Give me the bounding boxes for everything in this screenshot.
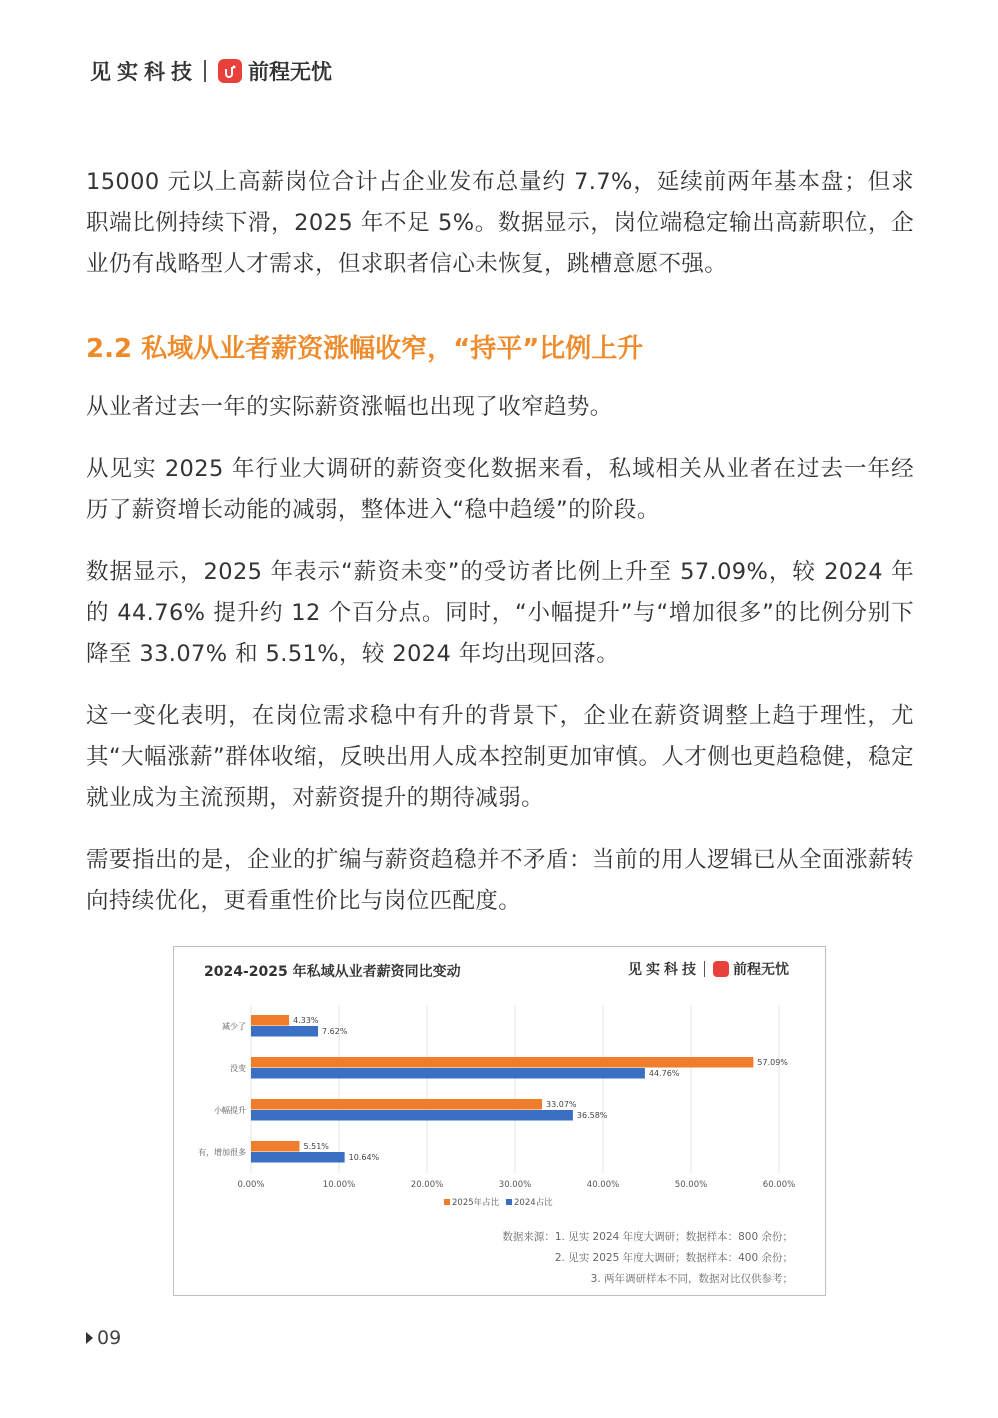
legend-swatch-0 xyxy=(444,1199,450,1205)
paragraph-4: 这一变化表明，在岗位需求稳中有升的背景下，企业在薪资调整上趋于理性，尤其“大幅涨薪”群体收缩，反映出用人成本控制更加审慎。人才侧也更趋稳健，稳定就业成为主流预期，对薪资提升的期待减弱。 xyxy=(86,703,914,811)
bar-0-2 xyxy=(251,1099,542,1110)
category-label-1: 没变 xyxy=(230,1064,246,1073)
paragraph-intro: 15000 元以上高薪岗位合计占企业发布总量约 7.7%，延续前两年基本盘；但求职端比例持续下滑，2025 年不足 5%。数据显示，岗位端稳定输出高薪职位，企业仍有战略型人才需求，但求职者信心未恢复，跳槽意愿不强。 xyxy=(86,169,914,277)
paragraph-1: 从业者过去一年的实际薪资涨幅也出现了收窄趋势。 xyxy=(86,394,613,420)
category-label-3: 有，增加很多 xyxy=(198,1148,246,1157)
category-label-0: 减少了 xyxy=(222,1022,246,1031)
legend-label-1: 2024占比 xyxy=(514,1198,553,1208)
paragraph-2: 从见实 2025 年行业大调研的薪资变化数据来看，私域相关从业者在过去一年经历了薪资增长动能的减弱，整体进入“稳中趋缓”的阶段。 xyxy=(86,456,914,523)
x-tick-label-5: 50.00% xyxy=(674,1180,708,1190)
data-label-0-2: 33.07% xyxy=(546,1100,577,1109)
legend-swatch-1 xyxy=(506,1199,512,1205)
data-label-1-3: 10.64% xyxy=(348,1153,380,1162)
chart-plot xyxy=(174,947,827,1297)
data-label-1-0: 7.62% xyxy=(322,1027,348,1036)
source-note-3: 3. 两年调研样本不同，数据对比仅供参考； xyxy=(590,1273,793,1285)
data-label-1-1: 44.76% xyxy=(648,1069,680,1078)
category-label-2: 小幅提升 xyxy=(214,1106,246,1115)
legend-label-0: 2025年占比 xyxy=(452,1198,500,1208)
page-marker-icon xyxy=(86,1332,93,1344)
qiancheng-logo-icon xyxy=(218,59,242,83)
data-label-0-3: 5.51% xyxy=(303,1142,329,1151)
paragraph-3: 数据显示，2025 年表示“薪资未变”的受访者比例上升至 57.09%，较 2024 年的 44.76% 提升约 12 个百分点。同时，“小幅提升”与“增加很多”的比例分别下降至 33.07% 和 5.51%，较 2024 年均出现回落。 xyxy=(86,559,914,667)
data-label-0-1: 57.09% xyxy=(757,1058,788,1067)
x-tick-label-2: 20.00% xyxy=(410,1180,444,1190)
section-title: 2.2 私域从业者薪资涨幅收窄，“持平”比例上升 xyxy=(86,334,644,364)
chart-brand-jianshi: 见实科技 xyxy=(628,962,700,978)
bar-1-0 xyxy=(251,1026,318,1037)
x-tick-label-4: 40.00% xyxy=(586,1180,620,1190)
bar-0-1 xyxy=(251,1057,753,1068)
data-label-0-0: 4.33% xyxy=(293,1016,319,1025)
brand-jianshi: 见实科技 xyxy=(90,60,198,84)
source-note-2: 2. 见实 2025 年度大调研；数据样本：400 余份； xyxy=(554,1252,793,1264)
bar-1-2 xyxy=(251,1110,573,1121)
paragraph-5: 需要指出的是，企业的扩编与薪资趋稳并不矛盾：当前的用人逻辑已从全面涨薪转向持续优化，更看重性价比与岗位匹配度。 xyxy=(86,847,914,914)
brand-separator xyxy=(204,60,206,82)
brand-qiancheng: 前程无忧 xyxy=(248,60,332,84)
page-number-text: 09 xyxy=(97,1327,122,1349)
bar-1-1 xyxy=(251,1068,645,1079)
article-body xyxy=(86,162,914,943)
data-label-1-2: 36.58% xyxy=(576,1111,608,1120)
bar-0-0 xyxy=(251,1015,289,1026)
x-tick-label-6: 60.00% xyxy=(762,1180,796,1190)
salary-change-chart xyxy=(173,946,826,1296)
x-tick-label-1: 10.00% xyxy=(322,1180,356,1190)
bar-1-3 xyxy=(251,1152,345,1163)
page-number xyxy=(86,1327,121,1349)
x-tick-label-3: 30.00% xyxy=(498,1180,532,1190)
x-tick-label-0: 0.00% xyxy=(237,1180,265,1190)
source-note-1: 数据来源：1. 见实 2024 年度大调研；数据样本：800 余份； xyxy=(502,1231,793,1243)
page-header xyxy=(90,54,332,88)
bar-0-3 xyxy=(251,1141,299,1152)
chart-brand-qiancheng: 前程无忧 xyxy=(733,962,789,978)
chart-title: 2024-2025 年私域从业者薪资同比变动 xyxy=(204,964,461,980)
